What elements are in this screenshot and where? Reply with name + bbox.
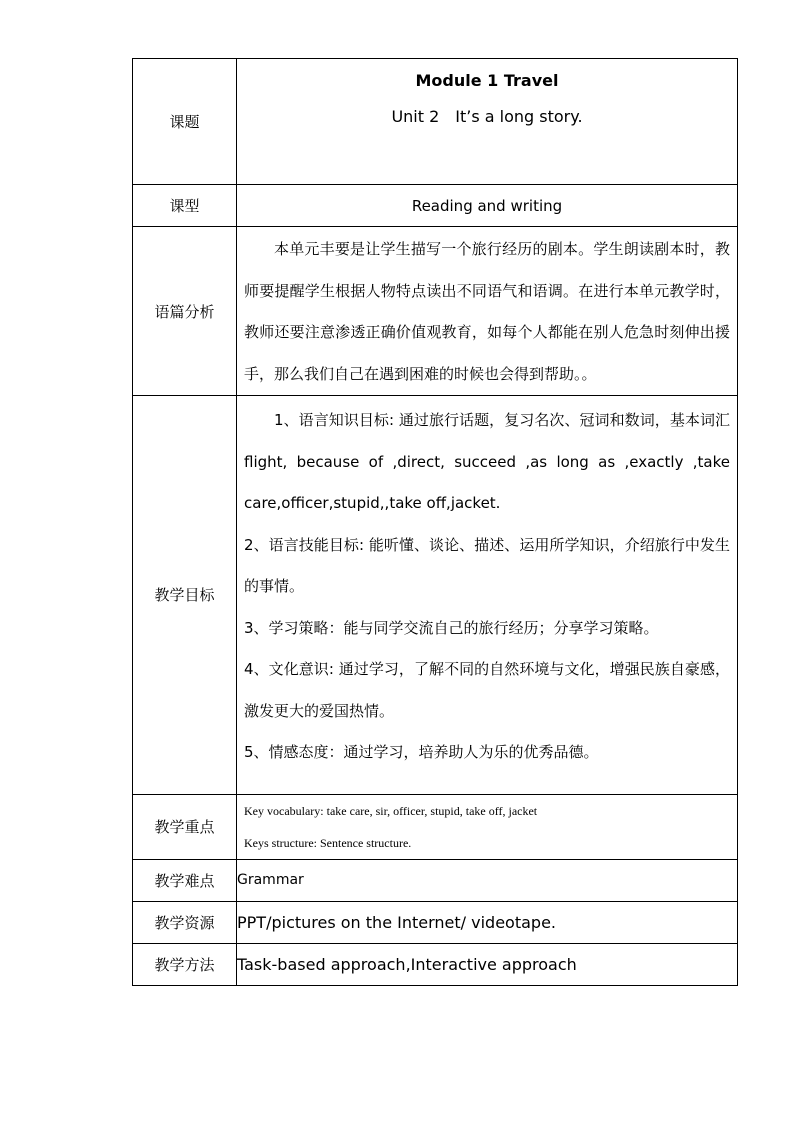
objective-item: 2、语言技能目标: 能听懂、谈论、描述、运用所学知识，介绍旅行中发生的事情。 [244, 535, 730, 595]
label-topic: 课题 [133, 59, 237, 185]
row-resources [133, 901, 738, 943]
content-type: Reading and writing [237, 185, 738, 227]
row-methods [133, 943, 738, 985]
key-structure: Keys structure: Sentence structure. [244, 835, 412, 850]
unit-title: Unit 2 It’s a long story. [391, 107, 583, 126]
objective-item: 3、学习策略：能与同学交流自己的旅行经历；分享学习策略。 [244, 618, 659, 637]
objective-item: 5、情感态度：通过学习，培养助人为乐的优秀品德。 [244, 743, 599, 761]
objective-item: 4、文化意识: 通过学习，了解不同的自然环境与文化，增强民族自豪感，激发更大的爱国热情。 [244, 660, 730, 720]
row-analysis [133, 227, 738, 396]
analysis-text: 本单元丰要是让学生描写一个旅行经历的剧本。学生朗读剧本时，教师要提醒学生根据人物特点读出不同语气和语调。在进行本单元教学时，教师还要注意渗透正确价值观教育，如每个人都能在别人危急时刻伸出援手，那么我们自己在遇到困难的时候也会得到帮助。。 [244, 240, 730, 383]
label-analysis: 语篇分析 [133, 227, 237, 396]
content-topic [237, 59, 738, 185]
module-title: Module 1 Travel [415, 71, 559, 90]
content-resources: PPT/pictures on the Internet/ videotape. [237, 901, 738, 943]
content-methods: Task-based approach,Interactive approach [237, 943, 738, 985]
row-difficulties [133, 859, 738, 901]
row-topic [133, 59, 738, 185]
row-objectives [133, 396, 738, 795]
objective-item: 1、语言知识目标: 通过旅行话题，复习名次、冠词和数词，基本词汇 flight, because of ,direct, succeed ,as long as ,exactly ,take care,officer,stupid,,take off,jacket. [244, 411, 730, 512]
key-vocabulary: Key vocabulary: take care, sir, officer, stupid, take off, jacket [244, 803, 538, 818]
label-objectives: 教学目标 [133, 396, 237, 795]
label-key-points: 教学重点 [133, 794, 237, 859]
row-type [133, 185, 738, 227]
content-key-points [237, 794, 738, 859]
content-objectives [237, 396, 738, 795]
label-type: 课型 [133, 185, 237, 227]
label-methods: 教学方法 [133, 943, 237, 985]
content-analysis [237, 227, 738, 396]
label-resources: 教学资源 [133, 901, 237, 943]
lesson-plan-table [132, 58, 738, 986]
label-difficulties: 教学难点 [133, 859, 237, 901]
content-difficulties: Grammar [237, 859, 738, 901]
row-key-points [133, 794, 738, 859]
